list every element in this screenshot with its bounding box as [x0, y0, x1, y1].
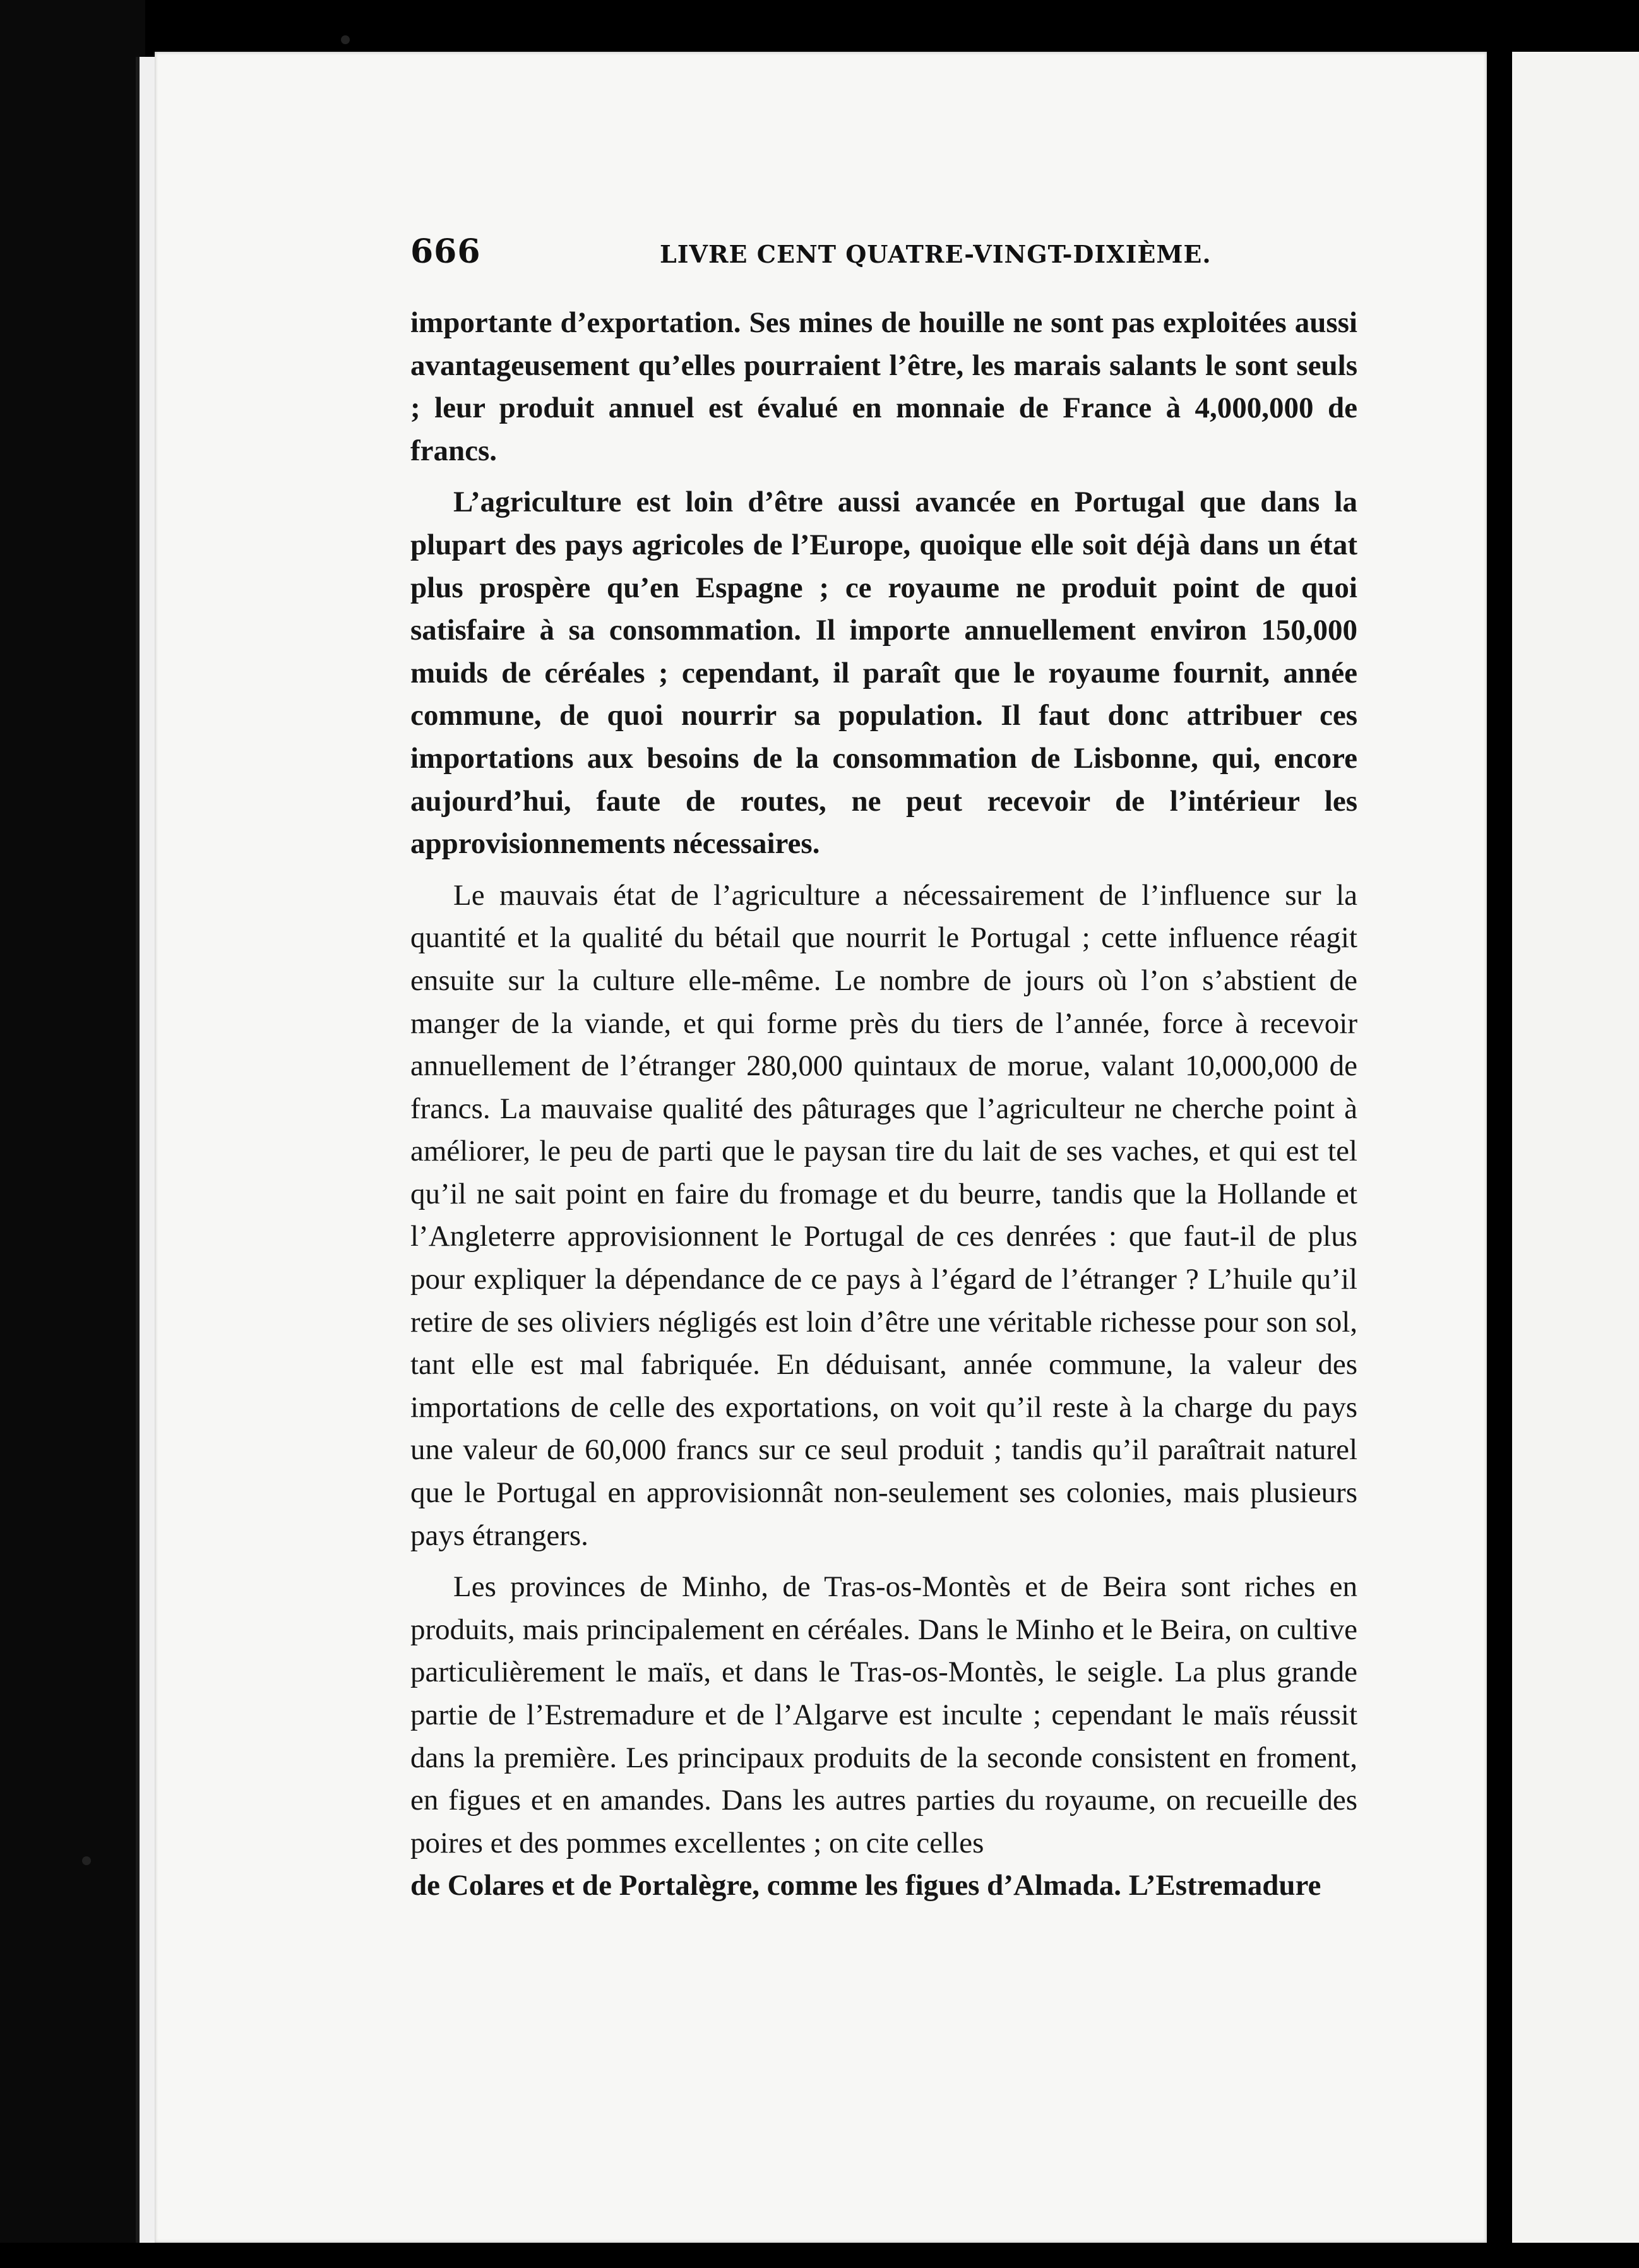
facing-page-edge: [1512, 52, 1639, 2243]
page-number: 666: [410, 232, 481, 271]
paragraph-continuation: importante d’exportation. Ses mines de houille ne sont pas exploitées aussi avantageusement qu’elles pourraient l’être, les marais salants le sont seuls ; leur produit annuel est évalué en monnaie de France à 4,000,000 de francs.: [410, 306, 1357, 467]
paragraph-agriculture: L’agriculture est loin d’être aussi avancée en Portugal que dans la plupart des pays agricoles de l’Europe, quoique elle soit déjà dans un état plus prospère qu’en Espagne ; ce royaume ne produit point de quoi satisfaire à sa consommation. Il importe annuellement environ 150,000 muids de céréales ; cependant, il paraît que le royaume fournit, année commune, de quoi nourrir sa population. Il faut donc attribuer ces importations aux besoins de la consommation de Lisbonne, qui, encore aujourd’hui, faute de routes, ne peut recevoir de l’intérieur les approvisionnements nécessaires.: [410, 486, 1357, 861]
paragraph-livestock: Le mauvais état de l’agriculture a nécessairement de l’influence sur la quantité et la qualité du bétail que nourrit le Portugal ; cette influence réagit ensuite sur la culture elle-même. Le nombre de jours où l’on s’abstient de manger de la viande, et qui forme près du tiers de l’année, force à recevoir annuellement de l’étranger 280,000 quintaux de morue, valant 10,000,000 de francs. La mauvaise qualité des pâturages que l’agriculteur ne cherche point à améliorer, le peu de parti que le paysan tire du lait de ses vaches, et qui est tel qu’il ne sait point en faire du fromage et du beurre, tandis que la Hollande et l’Angleterre approvisionnent le Portugal de ces denrées : que faut-il de plus pour expliquer la dépendance de ce pays à l’égard de l’étranger ? L’huile qu’il retire de ses oliviers négligés est loin d’être une véritable richesse pour son sol, tant elle est mal fabriquée. En déduisant, année commune, la valeur des importations de celle des exportations, on voit qu’il reste à la charge du pays une valeur de 60,000 francs sur ce seul produit ; tandis qu’il paraîtrait naturel que le Portugal en approvisionnât non-seulement ses colonies, mais plusieurs pays étrangers.: [410, 878, 1357, 1552]
scan-speck-left: [82, 1856, 91, 1865]
paragraph-last-line: de Colares et de Portalègre, comme les figues d’Almada. L’Estremadure: [410, 1869, 1321, 1902]
page-gutter: [1487, 0, 1512, 2268]
scan-speck-top: [341, 35, 350, 44]
running-title: LIVRE CENT QUATRE-VINGT-DIXIÈME.: [660, 240, 1212, 268]
scan-bottom-band: [0, 2243, 1639, 2268]
page-header: [410, 232, 1364, 283]
scan-top-band: [0, 0, 1639, 51]
scan-left-border: [0, 0, 145, 2268]
paragraph-provinces: Les provinces de Minho, de Tras-os-Montès et de Beira sont riches en produits, mais principalement en céréales. Dans le Minho et le Beira, on cultive particulièrement le maïs, et dans le Tras-os-Montès, le seigle. La plus grande partie de l’Estremadure et de l’Algarve est inculte ; cependant le maïs réussit dans la première. Les principaux produits de la seconde consistent en froment, en figues et en amandes. Dans les autres parties du royaume, on recueille des poires et des pommes excellentes ; on cite celles: [410, 1570, 1357, 1859]
body-text: [410, 302, 1357, 1907]
